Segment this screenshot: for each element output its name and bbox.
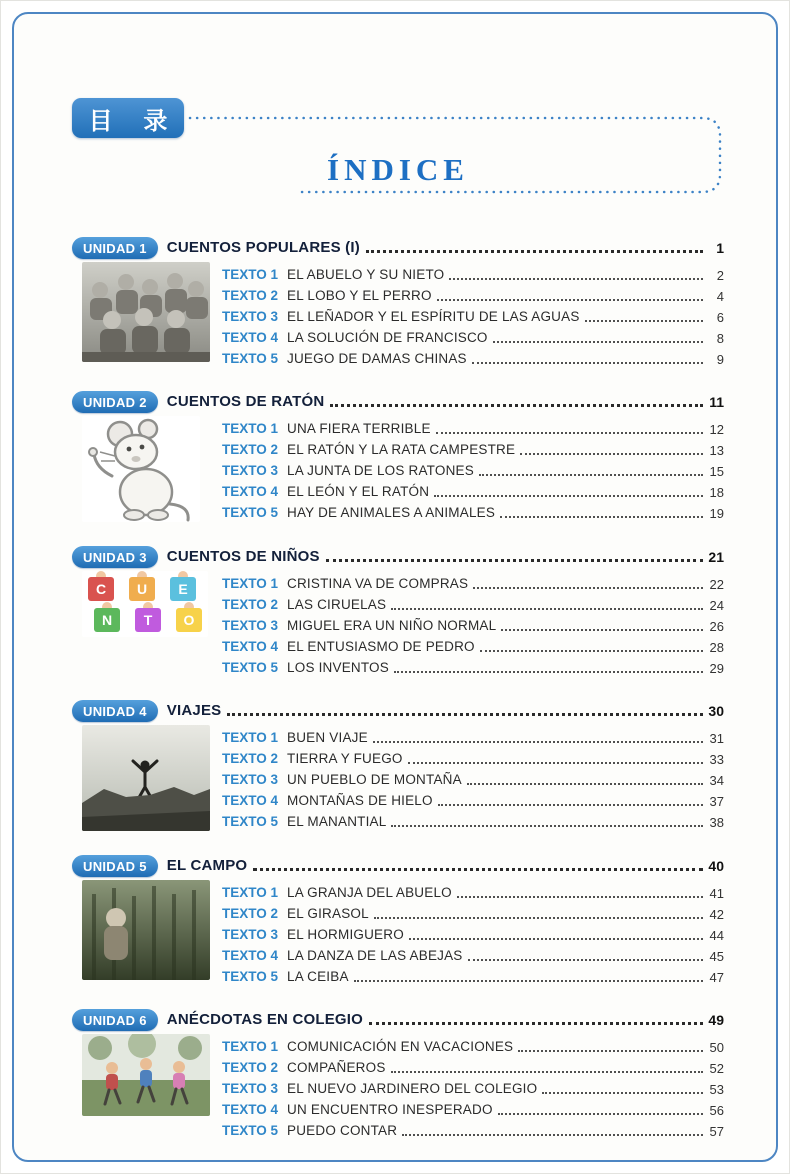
texto-label: TEXTO 2 [222, 751, 279, 767]
texto-list [222, 571, 724, 676]
texto-page-number: 4 [716, 288, 724, 304]
texto-list [222, 880, 724, 985]
unit-badge: UNIDAD 4 [72, 700, 158, 722]
texto-page-number: 34 [709, 772, 724, 788]
unit-title: ANÉCDOTAS EN COLEGIO [166, 1010, 364, 1028]
texto-label: TEXTO 5 [222, 969, 279, 985]
texto-label: TEXTO 5 [222, 1123, 279, 1139]
svg-text:N: N [101, 612, 113, 628]
kids-letters-illustration [72, 571, 222, 676]
texto-label: TEXTO 3 [222, 927, 279, 943]
texto-row [222, 880, 724, 901]
texto-title: EL GIRASOL [287, 906, 369, 922]
texto-title: BUEN VIAJE [287, 730, 368, 746]
texto-title: LA GRANJA DEL ABUELO [287, 885, 452, 901]
texto-page-number: 9 [716, 351, 724, 367]
texto-row [222, 1118, 724, 1139]
texto-label: TEXTO 2 [222, 442, 279, 458]
dot-leader [374, 917, 703, 919]
texto-title: EL LEÓN Y EL RATÓN [287, 484, 430, 500]
chinese-contents-badge: 目 录 [72, 98, 184, 138]
dot-leader [434, 495, 703, 497]
unit-title: CUENTOS DE NIÑOS [166, 547, 320, 565]
texto-label: TEXTO 4 [222, 793, 279, 809]
texto-title: COMPAÑEROS [287, 1060, 386, 1076]
texto-row [222, 655, 724, 676]
texto-page-number: 57 [709, 1123, 724, 1139]
field-photo-illustration [72, 880, 222, 985]
texto-row [222, 479, 724, 500]
texto-page-number: 38 [709, 814, 724, 830]
texto-list [222, 725, 724, 831]
unit-page-number: 1 [716, 239, 724, 256]
mouse-cartoon-illustration [72, 416, 222, 522]
texto-label: TEXTO 1 [222, 1039, 279, 1055]
toc-page [72, 88, 724, 1156]
texto-list [222, 1034, 724, 1139]
texto-title: LA SOLUCIÓN DE FRANCISCO [287, 330, 488, 346]
texto-label: TEXTO 3 [222, 1081, 279, 1097]
unit-header-row [72, 693, 724, 719]
unit-4-block [72, 693, 724, 831]
texto-page-number: 41 [709, 885, 724, 901]
texto-title: EL HORMIGUERO [287, 927, 404, 943]
unit-page-number: 40 [708, 857, 724, 874]
texto-row [222, 416, 724, 437]
unit-badge: UNIDAD 1 [72, 237, 158, 259]
texto-title: JUEGO DE DAMAS CHINAS [287, 351, 467, 367]
texto-label: TEXTO 5 [222, 351, 279, 367]
unit-page-number: 11 [709, 393, 724, 410]
unit-header-row [72, 384, 724, 410]
dot-leader [436, 432, 703, 434]
texto-row [222, 767, 724, 788]
unit-header-row [72, 539, 724, 565]
unit-badge: UNIDAD 2 [72, 391, 158, 413]
dot-leader [438, 804, 703, 806]
texto-label: TEXTO 1 [222, 576, 279, 592]
texto-page-number: 6 [716, 309, 724, 325]
dot-leader [585, 320, 703, 322]
dot-leader [518, 1050, 703, 1052]
texto-row [222, 788, 724, 809]
texto-label: TEXTO 4 [222, 639, 279, 655]
texto-title: EL RATÓN Y LA RATA CAMPESTRE [287, 442, 516, 458]
texto-page-number: 50 [709, 1039, 724, 1055]
texto-title: LA DANZA DE LAS ABEJAS [287, 948, 463, 964]
dot-leader [391, 825, 703, 827]
texto-page-number: 31 [709, 730, 724, 746]
texto-row [222, 283, 724, 304]
svg-text:T: T [143, 612, 153, 628]
texto-label: TEXTO 4 [222, 330, 279, 346]
unit-body [72, 725, 724, 831]
unit-5-block [72, 848, 724, 985]
dot-leader [542, 1092, 703, 1094]
texto-title: LA JUNTA DE LOS RATONES [287, 463, 474, 479]
texto-label: TEXTO 4 [222, 948, 279, 964]
texto-label: TEXTO 2 [222, 288, 279, 304]
dot-leader [473, 587, 703, 589]
dot-leader [227, 713, 703, 716]
dot-leader [369, 1022, 703, 1025]
texto-title: UN ENCUENTRO INESPERADO [287, 1102, 493, 1118]
texto-title: COMUNICACIÓN EN VACACIONES [287, 1039, 514, 1055]
texto-page-number: 2 [716, 267, 724, 283]
texto-page-number: 24 [709, 597, 724, 613]
texto-label: TEXTO 2 [222, 906, 279, 922]
texto-title: TIERRA Y FUEGO [287, 751, 403, 767]
texto-label: TEXTO 1 [222, 267, 279, 283]
unit-6-block [72, 1002, 724, 1139]
family-photo-illustration [72, 262, 222, 367]
texto-row [222, 1055, 724, 1076]
dot-leader [520, 453, 703, 455]
dot-leader [391, 1071, 703, 1073]
texto-page-number: 28 [709, 639, 724, 655]
unit-2-block [72, 384, 724, 522]
texto-row [222, 458, 724, 479]
texto-label: TEXTO 1 [222, 421, 279, 437]
dot-leader [326, 559, 703, 562]
texto-title: CRISTINA VA DE COMPRAS [287, 576, 469, 592]
texto-title: UNA FIERA TERRIBLE [287, 421, 431, 437]
texto-page-number: 29 [709, 660, 724, 676]
unit-title: EL CAMPO [166, 856, 248, 874]
texto-row [222, 1034, 724, 1055]
unit-badge: UNIDAD 3 [72, 546, 158, 568]
mountain-landscape-illustration [72, 725, 222, 831]
texto-label: TEXTO 5 [222, 660, 279, 676]
texto-title: LA CEIBA [287, 969, 349, 985]
texto-row [222, 592, 724, 613]
texto-page-number: 18 [709, 484, 724, 500]
dot-leader [493, 341, 703, 343]
toc-header [72, 88, 724, 230]
unit-header-row [72, 848, 724, 874]
children-running-photo-illustration [72, 1034, 222, 1139]
texto-row [222, 437, 724, 458]
unit-body [72, 1034, 724, 1139]
unit-title: CUENTOS POPULARES (I) [166, 238, 360, 256]
unit-body [72, 880, 724, 985]
unit-header-row [72, 1002, 724, 1028]
dot-leader [472, 362, 703, 364]
dot-leader [449, 278, 703, 280]
texto-page-number: 47 [709, 969, 724, 985]
texto-title: EL ENTUSIASMO DE PEDRO [287, 639, 475, 655]
unit-title: VIAJES [166, 701, 222, 719]
unit-badge: UNIDAD 5 [72, 855, 158, 877]
texto-label: TEXTO 1 [222, 730, 279, 746]
dot-leader [468, 959, 703, 961]
texto-list [222, 416, 724, 522]
texto-title: EL LEÑADOR Y EL ESPÍRITU DE LAS AGUAS [287, 309, 580, 325]
dot-leader [391, 608, 703, 610]
texto-row [222, 262, 724, 283]
dot-leader [409, 938, 703, 940]
texto-title: EL NUEVO JARDINERO DEL COLEGIO [287, 1081, 538, 1097]
dot-leader [437, 299, 703, 301]
texto-label: TEXTO 3 [222, 463, 279, 479]
texto-row [222, 725, 724, 746]
dot-leader [373, 741, 703, 743]
texto-row [222, 901, 724, 922]
dot-leader [366, 250, 703, 253]
texto-title: EL LOBO Y EL PERRO [287, 288, 432, 304]
unit-body [72, 571, 724, 676]
svg-text:U: U [136, 581, 148, 597]
texto-label: TEXTO 5 [222, 814, 279, 830]
texto-page-number: 45 [709, 948, 724, 964]
dot-leader [479, 474, 703, 476]
texto-title: UN PUEBLO DE MONTAÑA [287, 772, 462, 788]
texto-row [222, 634, 724, 655]
texto-label: TEXTO 5 [222, 505, 279, 521]
texto-title: LOS INVENTOS [287, 660, 389, 676]
dot-leader [253, 868, 703, 871]
svg-text:C: C [95, 581, 107, 597]
texto-label: TEXTO 4 [222, 484, 279, 500]
texto-page-number: 42 [709, 906, 724, 922]
texto-page-number: 22 [709, 576, 724, 592]
unit-header-row [72, 230, 724, 256]
dot-leader [394, 671, 703, 673]
texto-title: LAS CIRUELAS [287, 597, 387, 613]
texto-page-number: 15 [709, 463, 724, 479]
texto-row [222, 746, 724, 767]
svg-text:O: O [183, 612, 195, 628]
texto-page-number: 52 [709, 1060, 724, 1076]
dot-leader [402, 1134, 703, 1136]
dot-leader [480, 650, 703, 652]
texto-title: MONTAÑAS DE HIELO [287, 793, 433, 809]
texto-page-number: 53 [709, 1081, 724, 1097]
texto-label: TEXTO 4 [222, 1102, 279, 1118]
dot-leader [501, 629, 703, 631]
texto-row [222, 304, 724, 325]
texto-page-number: 44 [709, 927, 724, 943]
unit-1-block [72, 230, 724, 367]
texto-page-number: 56 [709, 1102, 724, 1118]
texto-label: TEXTO 1 [222, 885, 279, 901]
unit-body [72, 416, 724, 522]
dot-leader [500, 516, 703, 518]
texto-label: TEXTO 3 [222, 772, 279, 788]
page-title: ÍNDICE [317, 152, 479, 188]
texto-row [222, 613, 724, 634]
texto-row [222, 1076, 724, 1097]
texto-page-number: 26 [709, 618, 724, 634]
texto-label: TEXTO 2 [222, 1060, 279, 1076]
unit-3-block [72, 539, 724, 676]
texto-list [222, 262, 724, 367]
texto-page-number: 19 [709, 505, 724, 521]
dot-leader [498, 1113, 703, 1115]
texto-label: TEXTO 3 [222, 618, 279, 634]
texto-page-number: 13 [709, 442, 724, 458]
texto-page-number: 33 [709, 751, 724, 767]
texto-label: TEXTO 2 [222, 597, 279, 613]
texto-row [222, 943, 724, 964]
texto-row [222, 325, 724, 346]
texto-title: HAY DE ANIMALES A ANIMALES [287, 505, 496, 521]
unit-page-number: 49 [708, 1011, 724, 1028]
texto-page-number: 37 [709, 793, 724, 809]
texto-row [222, 500, 724, 521]
texto-title: EL MANANTIAL [287, 814, 387, 830]
texto-row [222, 1097, 724, 1118]
dot-leader [467, 783, 703, 785]
texto-page-number: 12 [709, 421, 724, 437]
texto-title: PUEDO CONTAR [287, 1123, 398, 1139]
svg-text:E: E [178, 581, 188, 597]
unit-page-number: 21 [708, 548, 724, 565]
dot-leader [330, 404, 703, 407]
texto-row [222, 571, 724, 592]
texto-page-number: 8 [716, 330, 724, 346]
toc-units [72, 230, 724, 1139]
texto-row [222, 346, 724, 367]
dot-leader [457, 896, 703, 898]
texto-row [222, 922, 724, 943]
texto-title: MIGUEL ERA UN NIÑO NORMAL [287, 618, 497, 634]
unit-page-number: 30 [708, 702, 724, 719]
texto-row [222, 964, 724, 985]
unit-body [72, 262, 724, 367]
texto-row [222, 809, 724, 830]
dot-leader [408, 762, 703, 764]
unit-badge: UNIDAD 6 [72, 1009, 158, 1031]
texto-label: TEXTO 3 [222, 309, 279, 325]
unit-title: CUENTOS DE RATÓN [166, 392, 325, 410]
texto-title: EL ABUELO Y SU NIETO [287, 267, 445, 283]
dot-leader [354, 980, 703, 982]
